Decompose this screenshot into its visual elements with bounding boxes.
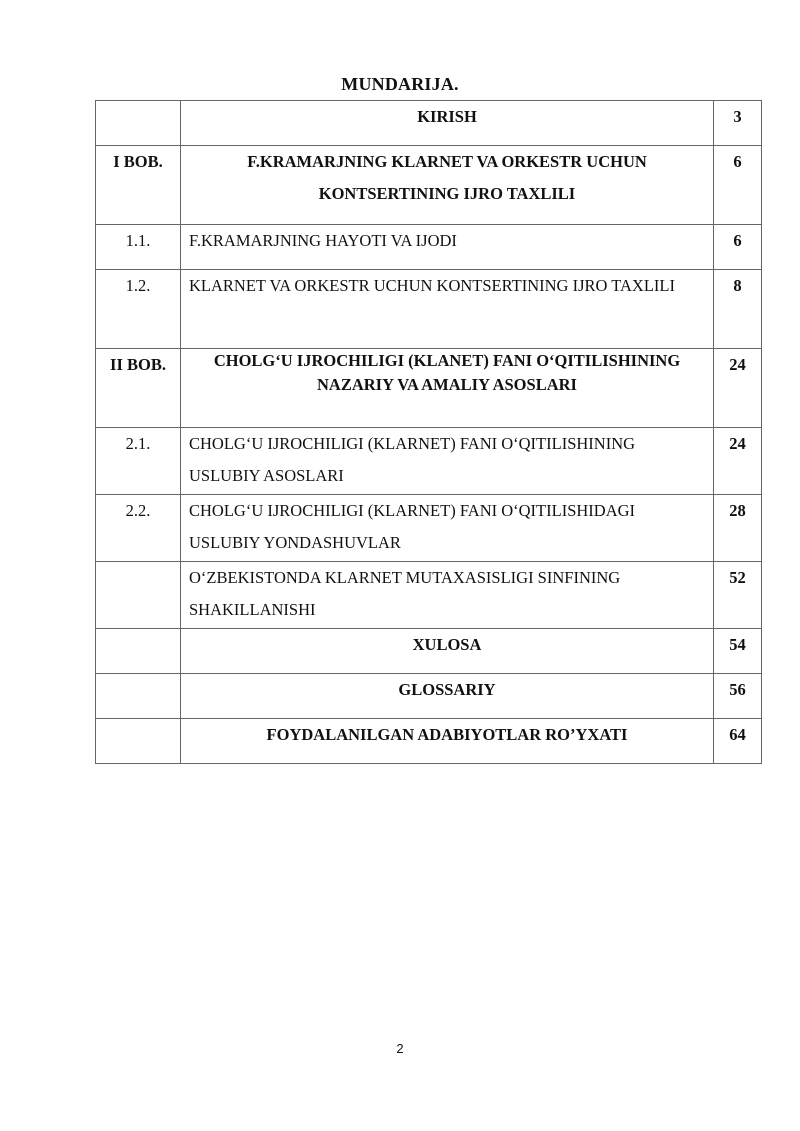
table-row xyxy=(96,562,762,629)
section-number: 1.2. xyxy=(96,270,181,349)
section-number xyxy=(96,629,181,674)
section-title: O‘ZBEKISTONDA KLARNET MUTAXASISLIGI SINFINING SHAKILLANISHI xyxy=(181,562,714,629)
page-ref: 6 xyxy=(714,225,762,270)
table-row xyxy=(96,629,762,674)
page-ref: 28 xyxy=(714,495,762,562)
section-number: 2.1. xyxy=(96,428,181,495)
page-ref: 24 xyxy=(714,428,762,495)
section-title: KLARNET VA ORKESTR UCHUN KONTSERTINING IJRO TAXLILI xyxy=(181,270,714,349)
page-ref: 54 xyxy=(714,629,762,674)
section-title: KIRISH xyxy=(181,101,714,146)
table-row xyxy=(96,674,762,719)
table-row xyxy=(96,349,762,428)
page-ref: 3 xyxy=(714,101,762,146)
section-title: CHOLG‘U IJROCHILIGI (KLANET) FANI O‘QITILISHINING NAZARIY VA AMALIY ASOSLARI xyxy=(181,349,714,428)
section-number xyxy=(96,719,181,764)
page-ref: 64 xyxy=(714,719,762,764)
table-of-contents xyxy=(95,100,762,764)
table-row xyxy=(96,101,762,146)
section-title: GLOSSARIY xyxy=(181,674,714,719)
section-number: 1.1. xyxy=(96,225,181,270)
page-ref: 6 xyxy=(714,146,762,225)
section-number: I BOB. xyxy=(96,146,181,225)
section-number: II BOB. xyxy=(96,349,181,428)
page-title: MUNDARIJA. xyxy=(341,74,459,94)
section-number: 2.2. xyxy=(96,495,181,562)
section-title: F.KRAMARJNING HAYOTI VA IJODI xyxy=(181,225,714,270)
page-ref: 24 xyxy=(714,349,762,428)
table-row xyxy=(96,719,762,764)
table-row xyxy=(96,270,762,349)
table-row xyxy=(96,146,762,225)
section-title: CHOLG‘U IJROCHILIGI (KLARNET) FANI O‘QITILISHIDAGI USLUBIY YONDASHUVLAR xyxy=(181,495,714,562)
section-number xyxy=(96,562,181,629)
table-row xyxy=(96,495,762,562)
section-title: FOYDALANILGAN ADABIYOTLAR RO’YXATI xyxy=(181,719,714,764)
section-title: XULOSA xyxy=(181,629,714,674)
table-row xyxy=(96,225,762,270)
section-number xyxy=(96,101,181,146)
page-ref: 52 xyxy=(714,562,762,629)
page-number: 2 xyxy=(396,1041,404,1056)
section-title: CHOLG‘U IJROCHILIGI (KLARNET) FANI O‘QITILISHINING USLUBIY ASOSLARI xyxy=(181,428,714,495)
section-number xyxy=(96,674,181,719)
page-ref: 56 xyxy=(714,674,762,719)
table-row xyxy=(96,428,762,495)
section-title: F.KRAMARJNING KLARNET VA ORKESTR UCHUN KONTSERTINING IJRO TAXLILI xyxy=(181,146,714,225)
page-ref: 8 xyxy=(714,270,762,349)
